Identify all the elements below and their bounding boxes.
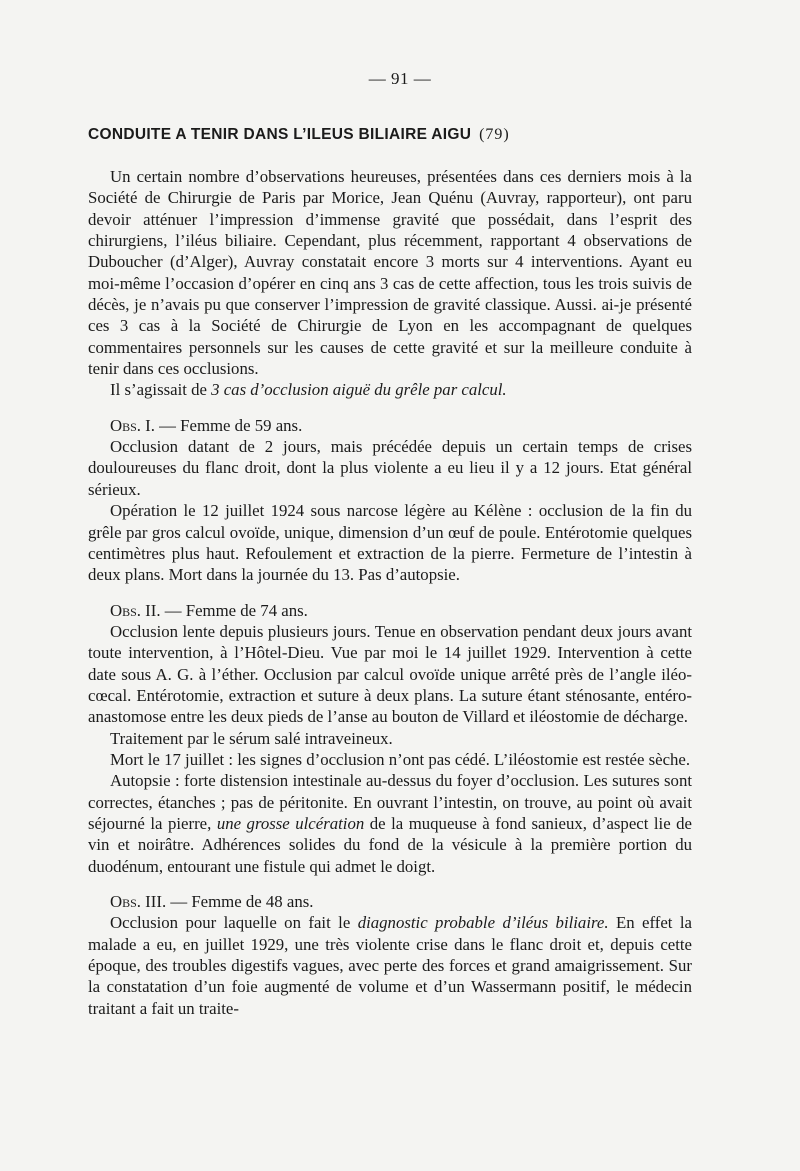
section-title <box>88 126 728 144</box>
obs2-paragraph-1: Occlusion lente depuis plusieurs jours. Tenue en observation pendant deux jours avant toute intervention, à l’Hôtel-Dieu. Vue par moi le 14 juillet 1929. Intervention à cette date sous A. G. à l’éther. Occlusion par calcul ovoïde unique arrêté près de l’angle iléo-cœcal. Entérotomie, extraction et suture à deux plans. La suture étant sténosante, entéro-anastomose entre les deux pieds de l’anse au bouton de Villard et iléostomie de décharge. <box>88 621 692 727</box>
intro-paragraph: Un certain nombre d’observations heureuses, présentées dans ces derniers mois à la Société de Chirurgie de Paris par Morice, Jean Quénu (Auvray, rapporteur), ont paru devoir atténuer l’impression d’immense gravité que possédait, dans l’esprit des chirurgiens, l’iléus biliaire. Cependant, plus récemment, rapportant 4 observations de Duboucher (d’Alger), Auvray constatait encore 3 morts sur 4 interventions. Ayant eu moi-même l’occasion d’opérer en cinq ans 3 cas de cette affection, tous les trois suivis de décès, je n’avais pu que conserver l’impression de gravité classique. Aussi. ai-je présenté ces 3 cas à la Société de Chirurgie de Lyon en les accompagnant de quelques commentaires personnels sur les causes de cette gravité et sur la meilleure conduite à tenir dans ces occlusions. <box>88 167 692 379</box>
obs2-label: Obs. II. <box>110 600 161 620</box>
obs2-paragraph-2: Traitement par le sérum salé intraveineux. <box>110 728 393 748</box>
obs2-paragraph-3: Mort le 17 juillet : les signes d’occlusion n’ont pas cédé. L’iléostomie est restée sèche. <box>110 749 691 769</box>
obs2-heading-text: — Femme de 74 ans. <box>160 600 308 620</box>
obs3-p1-before: Occlusion pour laquelle on fait le <box>110 913 358 933</box>
title-text: CONDUITE A TENIR DANS L’ILEUS BILIAIRE AIGU <box>88 126 472 143</box>
obs3-p1-emphasis: diagnostic probable d’iléus biliaire. <box>357 913 609 933</box>
obs3-heading-text: — Femme de 48 ans. <box>166 892 314 911</box>
obs2-autopsy-before: Autopsie : forte distension intestinale au-dessus du foyer d’occlusion. Les sutures sont correctes, étanches ; pas de péritonite. En ouvrant l’intestin, on trouve, au point où avait séjourné la pierre, <box>88 771 692 833</box>
obs2-autopsy-after: de la muqueuse à fond sanieux, d’aspect lie de vin et noirâtre. Adhérences solides du fond de la vésicule à la première portion du duodénum, entourant une fistule qui admet le doigt. <box>88 813 693 876</box>
intro-summary-emphasis: 3 cas d’occlusion aiguë du grêle par calcul. <box>211 380 507 400</box>
obs1-heading-text: — Femme de 59 ans. <box>154 415 303 435</box>
obs1-heading <box>88 415 692 436</box>
obs3-heading <box>88 891 692 912</box>
obs1-paragraph-1: Occlusion datant de 2 jours, mais précédée depuis un certain temps de crises douloureuses du flanc droit, dont la plus violente a eu lieu il y a 12 jours. Etat général sérieux. <box>88 437 692 499</box>
intro-summary <box>88 379 692 400</box>
obs3-p1-after: En effet la malade a eu, en juillet 1929, une très violente crise dans le flanc droit et, depuis cette époque, des troubles digestifs vagues, avec perte des forces et grand amaigrissement. Sur la constatation d’un foie augmenté de volume et d’un Wassermann positif, le médecin traitant a fait un traite- <box>88 913 693 1018</box>
body-text <box>88 166 692 1019</box>
obs2-autopsy-paragraph <box>88 770 692 877</box>
page-number: — 91 — <box>368 69 432 88</box>
intro-summary-prefix: Il s’agissait de <box>110 380 212 400</box>
reference-number: (79) <box>479 126 510 143</box>
obs1-label: Obs. I. <box>110 415 155 435</box>
obs2-heading <box>88 600 692 621</box>
obs2-autopsy-emphasis: une grosse ulcération <box>216 813 365 833</box>
obs3-paragraph-1 <box>88 912 692 1019</box>
obs3-label: Obs. III. <box>110 892 167 911</box>
obs1-paragraph-2: Opération le 12 juillet 1924 sous narcose légère au Kélène : occlusion de la fin du grêle par gros calcul ovoïde, unique, dimension d’un œuf de poule. Entérotomie quelques centimètres plus haut. Refoulement et extraction de la pierre. Fermeture de l’intestin à deux plans. Mort dans la journée du 13. Pas d’autopsie. <box>88 501 692 585</box>
